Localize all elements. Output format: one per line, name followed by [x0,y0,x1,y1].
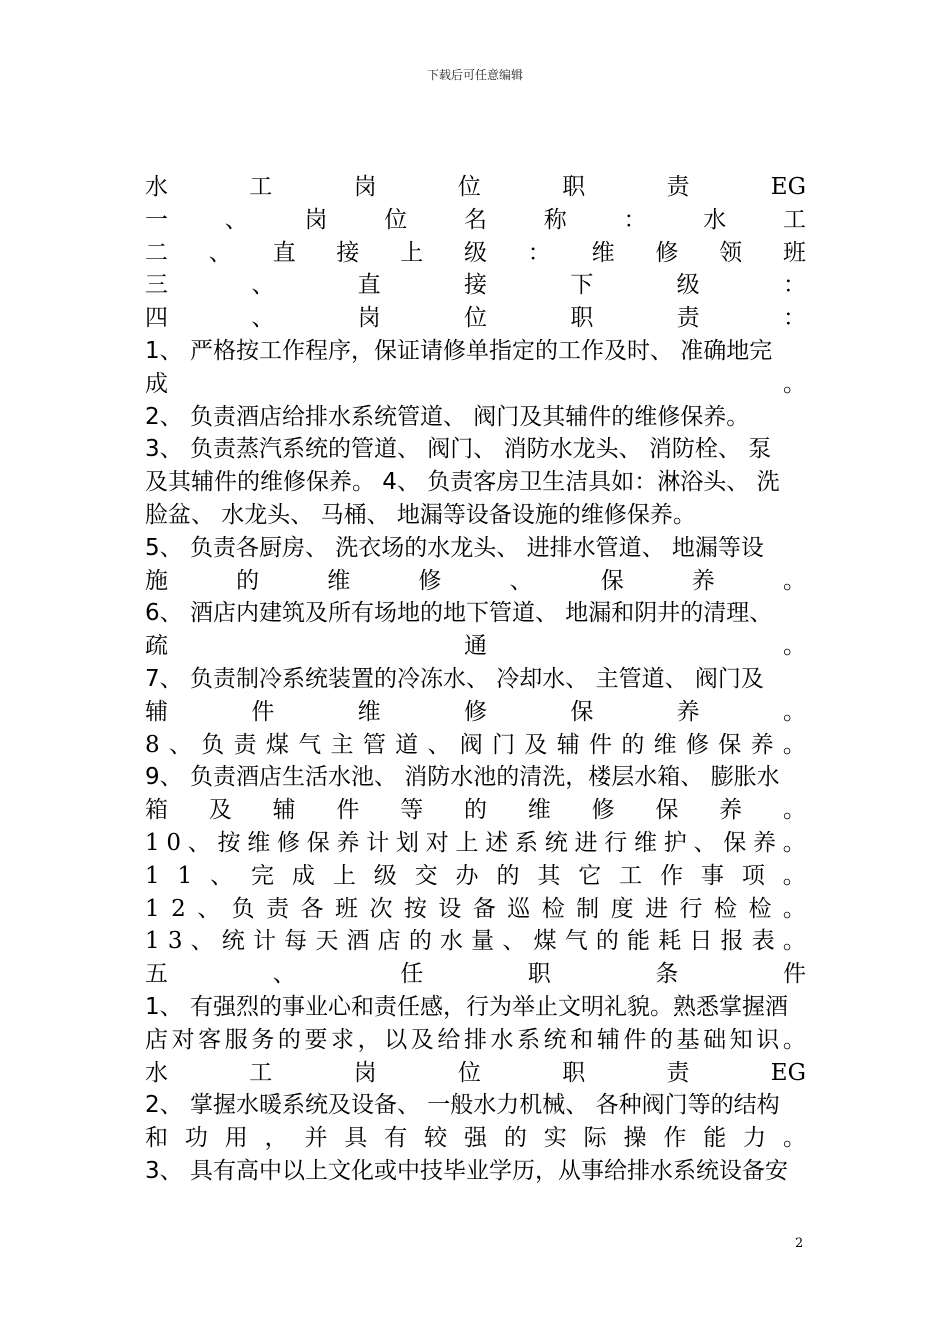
line-segment: 服 [224,1026,248,1053]
line-segment: 1 [177,862,193,889]
line-segment: 、 [168,731,192,758]
text-line: 3、 具有高中以上文化或中技毕业学历，从事给排水系统设备安 [145,1157,788,1184]
line-segment: 任 [400,961,424,988]
line-segment: 下 [570,272,594,299]
line-segment: 的 [236,567,260,594]
line-segment: 等 [400,797,424,824]
line-segment: 水 [440,928,463,955]
line-segment: 工 [249,1059,273,1086]
line-segment: 和 [145,1125,168,1152]
line-segment: 巡 [507,895,531,922]
line-segment: 的 [503,1125,527,1152]
line-segment: 的 [277,1026,301,1053]
line-segment: 维 [357,698,381,725]
line-segment: 水 [145,1059,168,1086]
line-segment: 岗 [353,1059,377,1086]
line-segment: 知 [729,1026,753,1053]
line-segment: 级 [676,272,700,299]
line-segment: 直 [272,239,296,266]
text-line: 1、 严格按工作程序，保证请修单指定的工作及时、 准确地完 [145,337,773,364]
line-segment: 名 [464,206,487,233]
line-segment: 工 [619,862,643,889]
line-segment: 责 [266,895,290,922]
line-segment: 职 [570,305,594,332]
line-segment: 位 [463,305,487,332]
line-segment: 修 [685,731,709,758]
line-segment: 各 [300,895,324,922]
line-segment: 以 [384,1026,408,1053]
line-segment: 、 [427,731,451,758]
line-segment: 统 [221,928,245,955]
line-segment: 道 [395,731,419,758]
line-segment: 、 [208,239,232,266]
line-segment: ， [264,1125,288,1152]
line-segment: 系 [517,1026,541,1053]
line-segment: 管 [362,731,386,758]
line-segment: 检 [713,895,737,922]
line-segment: 辅 [272,797,296,824]
text-line: 2、 负责酒店给排水系统管道、 阀门及其辅件的维修保养。 [145,403,750,430]
line-segment: 制 [576,895,600,922]
line-segment: ， [357,1026,381,1053]
line-segment: 保 [723,829,747,856]
line-segment: ： [527,239,551,266]
line-segment: 岗 [304,206,328,233]
text-line [145,630,806,663]
line-segment: 、 [197,895,221,922]
line-segment: 2 [171,895,186,922]
line-segment: 负 [231,895,255,922]
line-segment: 。 [782,731,806,758]
line-segment: 设 [438,895,462,922]
line-segment: 负 [201,731,225,758]
line-segment: 气 [564,928,588,955]
line-segment: 。 [782,1026,806,1053]
line-segment: 1 [145,928,160,955]
line-segment: 及 [524,731,548,758]
page-header: 下载后可任意编辑 [426,68,523,82]
line-segment: 力 [743,1125,767,1152]
line-segment: 上 [332,862,356,889]
line-segment: 辅 [596,1026,620,1053]
line-segment: 修 [463,698,487,725]
line-segment: 较 [424,1125,448,1152]
line-segment: 职 [562,1059,586,1086]
line-segment: 检 [541,895,565,922]
line-segment: 位 [384,206,408,233]
line-segment: 件 [623,1026,647,1053]
line-segment: 件 [589,731,613,758]
line-segment: 维 [247,829,271,856]
line-segment: 级 [373,862,397,889]
line-segment: 事 [700,862,724,889]
line-segment: 养 [719,797,743,824]
line-segment: 箱 [145,797,168,824]
line-segment: 。 [782,928,806,955]
line-segment: 1 [145,895,160,922]
line-segment: 备 [472,895,496,922]
line-segment: 主 [330,731,354,758]
line-segment: 功 [184,1125,208,1152]
line-segment: 修 [418,567,442,594]
line-segment: 的 [595,928,619,955]
text-line [145,1122,806,1155]
line-segment: 。 [783,633,806,660]
line-segment: 修 [591,797,615,824]
text-line: 6、 酒店内建筑及所有场地的地下管道、 地漏和阴井的清理、 [145,600,773,627]
line-segment: 按 [403,895,427,922]
line-segment: 1 [145,829,160,856]
line-segment: 上 [400,239,424,266]
line-segment: 直 [357,272,381,299]
line-segment: 完 [251,862,274,889]
text-line: 1、 有强烈的事业心和责任感，行为举止文明礼貌。熟悉掌握酒 [145,993,788,1020]
line-segment: 统 [543,1026,567,1053]
line-segment: 维 [591,239,615,266]
line-segment: 养 [676,698,700,725]
line-segment: 能 [627,928,651,955]
line-segment: 务 [251,1026,275,1053]
line-segment: 际 [583,1125,607,1152]
line-segment: 能 [703,1125,727,1152]
line-segment: 基 [676,1026,700,1053]
line-segment: 系 [515,829,539,856]
text-line [145,893,806,926]
line-segment: 辅 [145,698,168,725]
line-segment: 、 [210,862,234,889]
line-segment: 件 [336,797,360,824]
text-line: 9、 负责酒店生活水池、 消防水池的清洗，楼层水箱、 膨胀水 [145,764,780,791]
line-segment: 修 [655,239,679,266]
line-segment: ： [623,206,647,233]
line-segment: 件 [251,698,275,725]
line-segment: 保 [655,797,679,824]
line-segment: 水 [145,174,168,200]
line-segment: 施 [145,567,168,594]
line-segment: 护 [663,829,687,856]
line-segment: 保 [306,829,330,856]
document-body [145,171,806,1188]
line-segment: 的 [408,928,432,955]
line-segment: 进 [574,829,598,856]
line-segment: 量 [471,928,495,955]
text-line [145,302,806,335]
line-segment: 、 [251,305,275,332]
line-segment: 作 [660,862,684,889]
line-segment: 天 [315,928,339,955]
text-line [145,171,806,204]
line-segment: 班 [782,239,806,266]
line-segment: EG [770,174,806,200]
line-segment: 接 [336,239,360,266]
line-segment: 职 [562,174,586,200]
line-segment: 报 [720,928,744,955]
line-segment: 的 [621,731,645,758]
line-segment: ： [782,305,806,332]
line-segment: 对 [425,829,449,856]
line-segment: 辅 [556,731,580,758]
line-segment: 的 [649,1026,673,1053]
line-segment: 要 [304,1026,328,1053]
text-line: 7、 负责制冷系统装置的冷冻水、 冷却水、 主管道、 阀门及 [145,665,764,692]
line-segment: 岗 [353,174,377,200]
line-segment: 责 [233,731,257,758]
line-segment: 位 [457,174,481,200]
line-segment: 1 [145,862,160,889]
line-segment: 。 [782,567,806,594]
line-segment: ： [782,272,806,299]
text-line: 2、 掌握水暖系统及设备、 一般水力机械、 各种阀门等的结构 [145,1092,780,1119]
text-line [145,269,806,302]
line-segment: 、 [693,829,717,856]
line-segment: 领 [719,239,743,266]
line-segment: 行 [679,895,703,922]
line-segment: 岗 [357,305,381,332]
text-line: 3、 负责蒸汽系统的管道、 阀门、 消防水龙头、 消防栓、 泵 [145,436,772,463]
line-segment: 础 [703,1026,727,1053]
line-segment: 养 [691,567,715,594]
line-segment: 三 [145,272,168,299]
line-segment: 对 [171,1026,195,1053]
line-segment: 件 [782,961,806,988]
line-segment: 店 [145,1026,168,1053]
line-segment: 强 [464,1125,487,1152]
line-segment: 用 [224,1125,248,1152]
text-line [145,827,806,860]
line-segment: 、 [502,928,526,955]
line-segment: 述 [485,829,509,856]
line-segment: 的 [496,862,520,889]
line-segment: 二 [145,239,168,266]
line-segment: 项 [741,862,765,889]
text-line: 5、 负责各厨房、 洗衣场的水龙头、 进排水管道、 地漏等设 [145,534,764,561]
line-segment: 维 [634,829,658,856]
line-segment: EG [770,1059,806,1086]
text-line [145,237,806,270]
line-segment: 。 [782,797,806,824]
line-segment: 日 [689,928,713,955]
line-segment: 每 [284,928,308,955]
line-segment: 及 [208,797,232,824]
line-segment: 操 [623,1125,647,1152]
line-segment: 检 [748,895,772,922]
line-segment: 四 [145,305,168,332]
text-line [145,696,806,729]
line-segment: 3 [167,928,183,955]
line-segment: 级 [463,239,487,266]
text-line [145,1024,806,1057]
line-segment: 并 [304,1125,328,1152]
line-segment: 进 [645,895,669,922]
line-segment: 职 [527,961,551,988]
line-segment: 交 [414,862,438,889]
text-line [145,729,806,762]
line-segment: 维 [653,731,677,758]
line-segment: 责 [666,1059,690,1086]
line-segment: 水 [490,1026,514,1053]
line-segment: 五 [145,961,168,988]
line-segment: 按 [217,829,241,856]
line-segment: 班 [335,895,358,922]
text-line: 脸盆、 水龙头、 马桶、 地漏等设备设施的维修保养。 [145,501,696,528]
line-segment: 保 [570,698,594,725]
line-segment: 修 [277,829,301,856]
line-segment: 责 [676,305,700,332]
text-line [145,860,806,893]
line-segment: 煤 [533,928,557,955]
line-segment: 表 [751,928,775,955]
line-segment: 上 [455,829,479,856]
line-segment: 办 [455,862,479,889]
line-segment: 作 [663,1125,687,1152]
line-segment: 称 [543,206,567,233]
line-segment: 接 [463,272,487,299]
line-segment: 。 [782,862,806,889]
line-segment: 店 [377,928,401,955]
line-segment: 工 [249,174,273,200]
line-segment: 具 [344,1125,368,1152]
line-segment: 。 [782,698,806,725]
line-segment: 通 [464,633,487,660]
line-segment: 阀 [459,731,483,758]
line-segment: 养 [336,829,360,856]
line-segment: 成 [145,370,168,397]
text-line [145,1057,806,1090]
line-segment: 统 [544,829,568,856]
line-segment: 给 [437,1026,461,1053]
line-segment: 保 [600,567,624,594]
line-segment: 行 [604,829,628,856]
line-segment: 。 [783,370,806,397]
line-segment: 成 [291,862,315,889]
line-segment: 实 [543,1125,567,1152]
line-segment: 气 [298,731,322,758]
line-segment: 求 [331,1026,355,1053]
line-segment: 和 [570,1026,594,1053]
line-segment: 责 [666,174,690,200]
line-segment: 维 [527,797,551,824]
line-segment: 维 [327,567,351,594]
line-segment: 、 [190,928,214,955]
line-segment: 养 [753,829,777,856]
line-segment: 一 [145,206,168,233]
line-segment: 0 [166,829,182,856]
text-line: 及其辅件的维修保养。 4、 负责客房卫生洁具如：淋浴头、 洗 [145,469,780,496]
line-segment: 、 [251,272,275,299]
line-segment: 位 [457,1059,481,1086]
line-segment: 、 [509,567,533,594]
line-segment: 计 [252,928,276,955]
line-segment: 次 [369,895,393,922]
line-segment: 门 [492,731,516,758]
text-line [145,925,806,958]
text-line [145,565,806,598]
line-segment: 、 [187,829,211,856]
line-segment: 。 [782,895,806,922]
line-segment: 。 [783,1125,806,1152]
line-segment: 煤 [265,731,289,758]
line-segment: 识 [756,1026,780,1053]
line-segment: 养 [750,731,774,758]
line-segment: 8 [145,731,160,758]
line-segment: 及 [410,1026,434,1053]
page-number: 2 [795,1236,804,1251]
line-segment: 疏 [145,633,168,660]
line-segment: 酒 [346,928,370,955]
line-segment: 工 [783,206,806,233]
line-segment: 。 [782,829,806,856]
line-segment: 它 [578,862,602,889]
line-segment: 条 [655,961,679,988]
line-segment: 其 [537,862,561,889]
line-segment: 、 [224,206,248,233]
text-line [145,204,806,237]
text-line [145,794,806,827]
line-segment: 划 [396,829,420,856]
line-segment: 排 [463,1026,487,1053]
line-segment: 计 [366,829,390,856]
text-line [145,958,806,991]
line-segment: 有 [384,1125,408,1152]
line-segment: 保 [718,731,742,758]
line-segment: 的 [463,797,487,824]
line-segment: 水 [703,206,727,233]
text-line [145,368,806,401]
line-segment: 、 [272,961,296,988]
line-segment: 耗 [658,928,682,955]
line-segment: 客 [198,1026,222,1053]
line-segment: 度 [610,895,634,922]
